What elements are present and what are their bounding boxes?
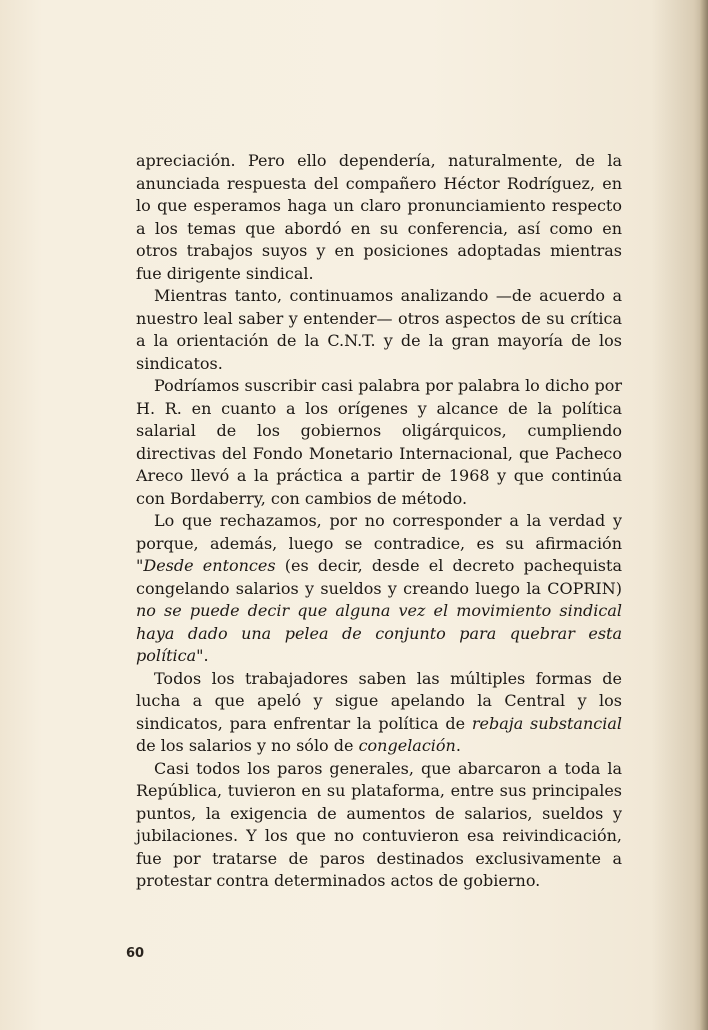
paragraph-5 — [136, 668, 622, 758]
paragraph-6 — [136, 758, 622, 893]
paragraph-2-text: Mientras tanto, continuamos analizando —de acuerdo a nuestro leal saber y entender— otros aspectos de su crítica a la orientación de la C.N.T. y de la gran mayoría de los sindicatos. — [136, 286, 622, 373]
paragraph-5-text-c: . — [455, 736, 461, 755]
paragraph-5-text-b: de los salarios y no sólo de — [136, 736, 359, 755]
paragraph-5-italic-a: rebaja substancial — [471, 713, 622, 733]
paragraph-4-text-b: (es decir, desde el decreto pachequista congelando salarios y sueldos y creando luego la COPRIN) — [136, 556, 622, 598]
paragraph-1 — [136, 150, 622, 285]
paragraph-1-text: apreciación. Pero ello dependería, naturalmente, de la anunciada respuesta del compañero Héctor Rodríguez, en lo que esperamos haga un claro pronunciamiento respecto a los temas que abordó en su conferencia, así como en otros trabajos suyos y en posiciones adoptadas mientras fue dirigente sindical. — [136, 151, 622, 283]
paragraph-5-italic-b: congelación — [358, 736, 456, 755]
paragraph-4 — [136, 510, 622, 668]
paragraph-4-italic-b: no se puede decir que alguna vez el movimiento sindical haya dado una pelea de conjunto para quebrar esta política — [136, 601, 622, 665]
page-edge-shadow — [700, 0, 708, 1030]
paragraph-5-text-a: Todos los trabajadores saben las múltiples formas de lucha a que apeló y sigue apelando la Central y los sindicatos, para enfrentar la política de — [136, 668, 622, 733]
paragraph-4-italic-a: Desde entonces — [143, 556, 276, 575]
body-text — [136, 150, 622, 893]
paragraph-6-text: Casi todos los paros generales, que abarcaron a toda la República, tuvieron en su plataforma, entre sus principales puntos, la exigencia de aumentos de salarios, sueldos y jubilaciones. Y los que no contuvieron esa reivindicación, fue por tratarse de paros destinados exclusivamente a protestar contra determinados actos de gobierno. — [136, 758, 622, 890]
page-number: 60 — [126, 946, 145, 961]
paragraph-4-text-a: Lo que rechazamos, por no corresponder a la verdad y porque, además, luego se contradice, es su afirmación " — [136, 511, 622, 575]
paragraph-2 — [136, 285, 622, 375]
paragraph-4-text-c: ". — [196, 646, 209, 665]
paragraph-3 — [136, 375, 622, 510]
paragraph-3-text: Podríamos suscribir casi palabra por palabra lo dicho por H. R. en cuanto a los orígenes y alcance de la política salarial de los gobiernos oligárquicos, cumpliendo directivas del Fondo Monetario Internacional, que Pacheco Areco llevó a la práctica a partir de 1968 y que continúa con Bordaberry, con cambios de método. — [136, 376, 622, 508]
